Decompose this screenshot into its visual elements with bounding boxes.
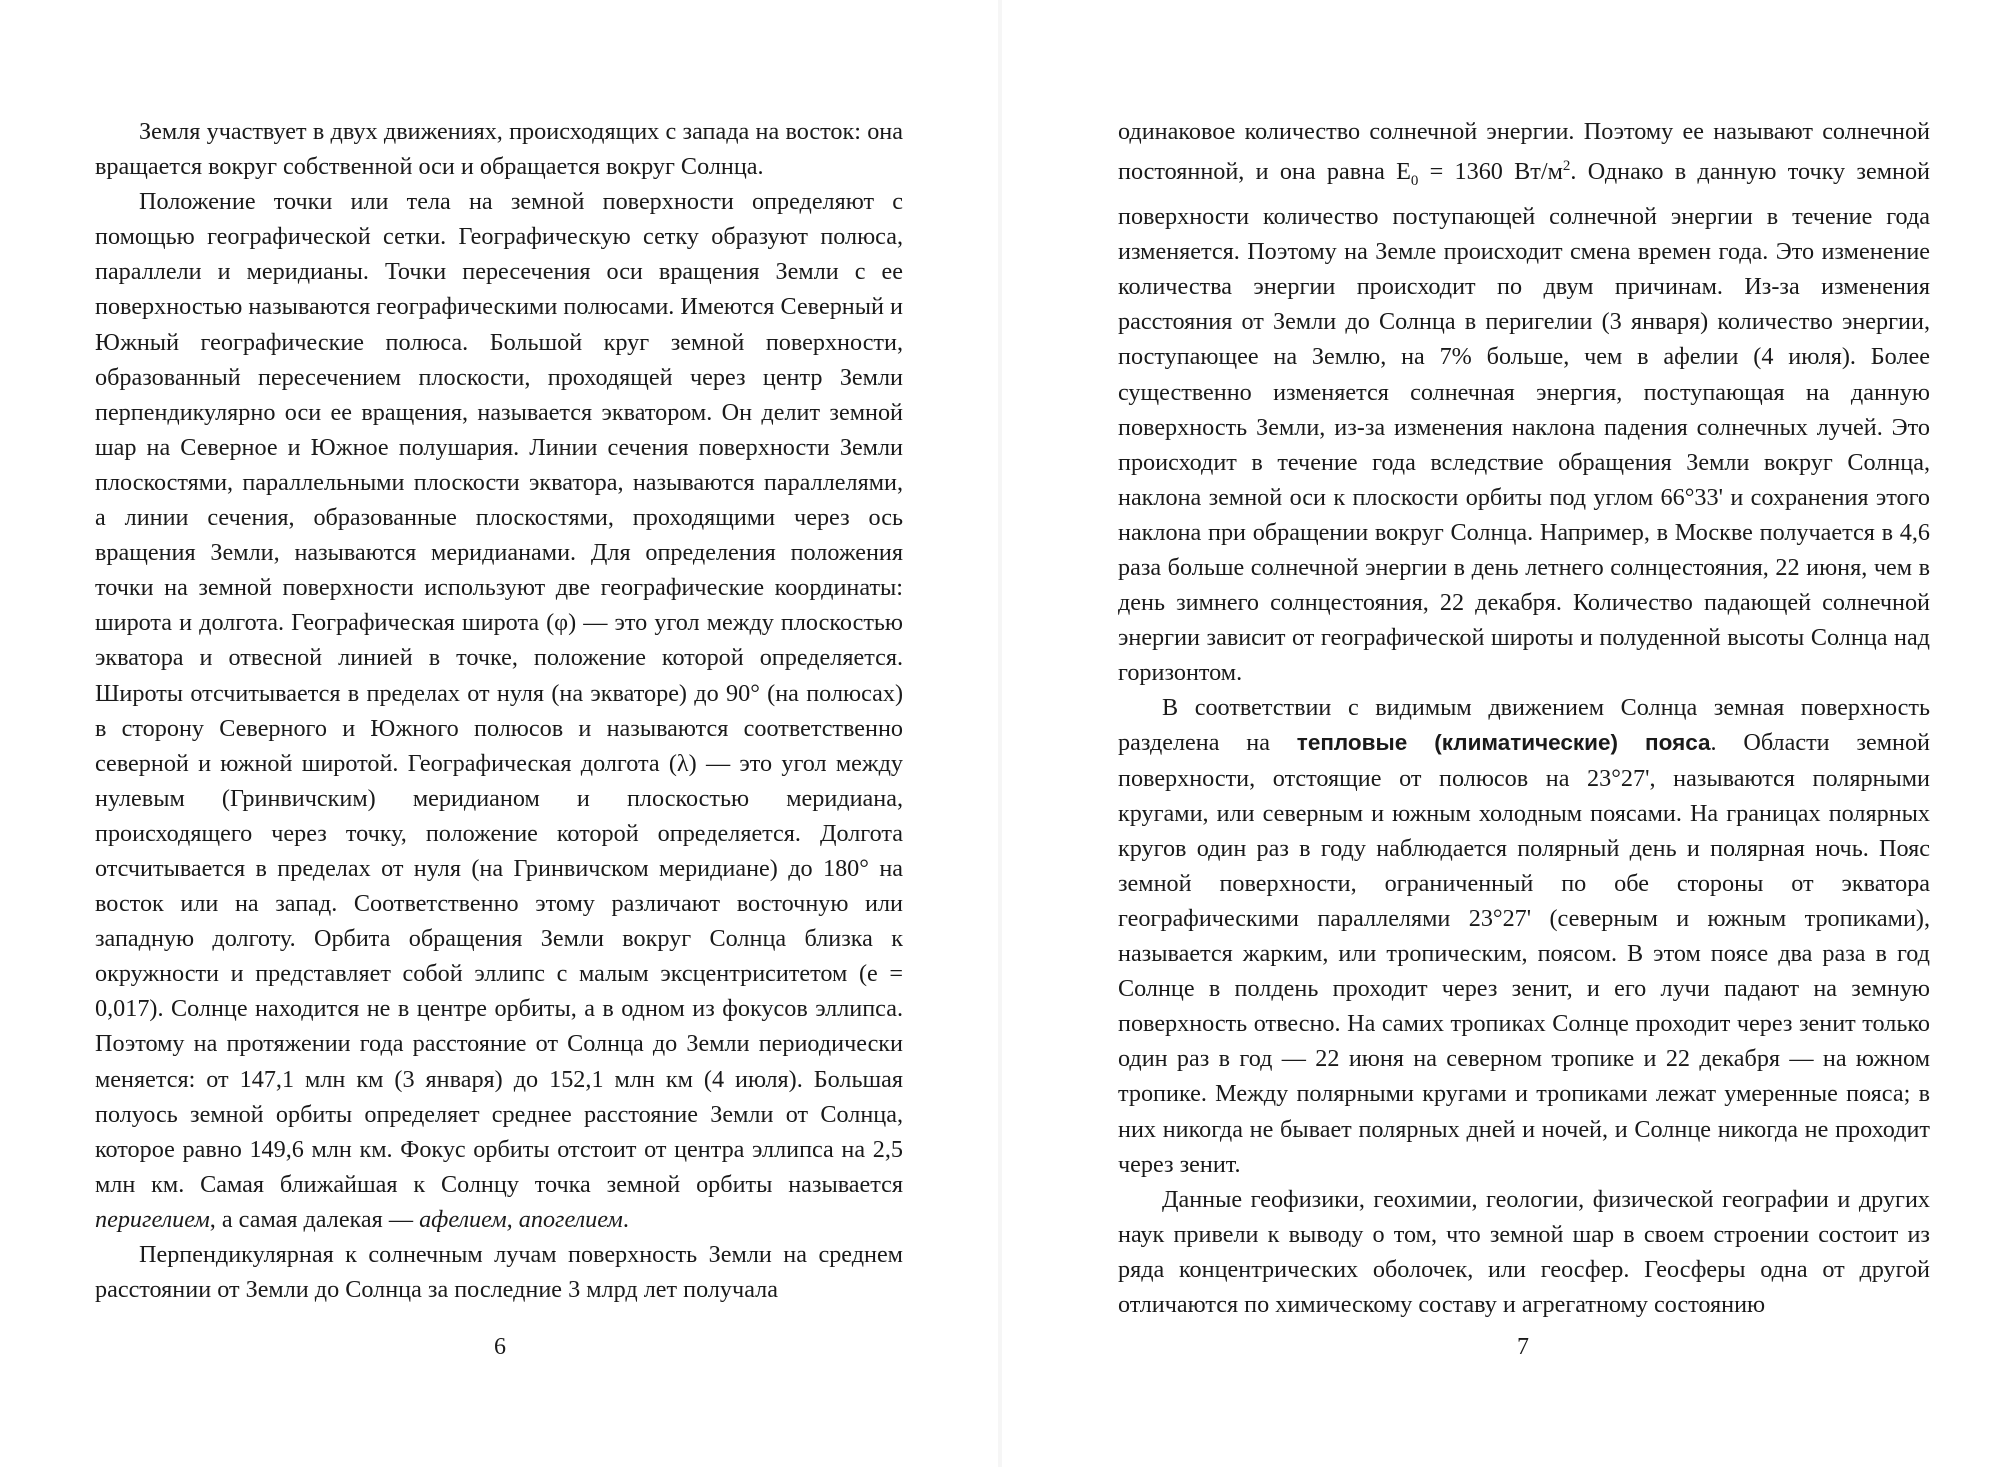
climatic-belts-rest: . Области земной поверхности, отстоящие от полюсов на 23°27', называются полярными кругами, или северным и южным холодным поясами. На границах полярных кругов один раз в году наблюдается полярный день и полярная ночь. Пояс земной поверхности, ограниченный по обе стороны от экватора географическими параллелями 23°27' (северным и южным тропиками), называется жарким, или тропическим, поясом. В этом поясе два раза в год Солнце в полдень проходит через зенит, и его лучи падают на земную поверхность отвесно. На самих тропиках Солнце проходит через зенит только один раз в год — 22 июня на северном тропике и 22 декабря — на южном тропике. Между полярными кругами и тропиками лежат умеренные пояса; в них никогда не бывает полярных дней и ночей, и Солнце никогда не проходит через зенит. (1118, 729, 1930, 1178)
solar-constant-value: = 1360 Вт/м (1418, 158, 1563, 186)
paragraph-geographic-grid (95, 184, 903, 1237)
superscript-two: 2 (1562, 158, 1571, 175)
term-perihelion: перигелием (95, 1205, 210, 1233)
left-page-text (95, 114, 903, 1307)
paragraph-solar-energy-start: Перпендикулярная к солнечным лучам поверхность Земли на среднем расстоянии от Земли до Солнца за последние 3 млрд лет получала (95, 1241, 903, 1304)
paragraph-solar-constant (1118, 114, 1930, 690)
solar-constant-rest: . Однако в данную точку земной поверхности количество поступающей солнечной энергии в течение года изменяется. Поэтому на Земле происходит смена времен года. Это изменение количества энергии происходит по двум причинам. Из-за изменения расстояния от Земли до Солнца в перигелии (3 января) количество энергии, поступающее на Землю, на 7% больше, чем в афелии (4 июля). Более существенно изменяется солнечная энергия, поступающая на данную поверхность Земли, из-за изменения наклона падения солнечных лучей. Это происходит в течение года вследствие обращения Земли вокруг Солнца, наклона земной оси к плоскости орбиты под углом 66°33' и сохранения этого наклона при обращении вокруг Солнца. Например, в Москве получается в 4,6 раза больше солнечной энергии в день летнего солнцестояния, 22 июня, чем в день зимнего солнцестояния, 22 декабря. Количество падающей солнечной энергии зависит от географической широты и полуденной высоты Солнца над горизонтом. (1118, 158, 1930, 687)
page-number-right: 7 (1517, 1334, 1529, 1360)
right-page-text (1118, 114, 1930, 1322)
climatic-belts-start: В соответствии с видимым движением Солнца земная поверхность разделена на (1118, 694, 1930, 757)
page-number-left: 6 (494, 1334, 506, 1360)
subscript-zero: 0 (1410, 172, 1419, 189)
term-thermal-belts: тепловые (климатические) пояса (1296, 730, 1711, 756)
term-aphelion: афелием, апогелием (419, 1205, 623, 1233)
text-mid: , а самая далекая — (209, 1205, 420, 1233)
solar-constant-start: одинаковое количество солнечной энергии. Поэтому ее называют солнечной постоянной, и она равна E (1118, 118, 1930, 186)
paragraph-earth-motion: Земля участвует в двух движениях, происходящих с запада на восток: она вращается вокруг собственной оси и обращается вокруг Солнца. (95, 118, 903, 181)
geographic-grid-text: Положение точки или тела на земной поверхности определяют с помощью географической сетки. Географическую сетку образуют полюса, параллели и меридианы. Точки пересечения оси вращения Земли с ее поверхностью называются географическими полюсами. Имеются Северный и Южный географические полюса. Большой круг земной поверхности, образованный пересечением плоскости, проходящей через центр Земли перпендикулярно оси ее вращения, называется экватором. Он делит земной шар на Северное и Южное полушария. Линии сечения поверхности Земли плоскостями, параллельными плоскости экватора, называются параллелями, а линии сечения, образованные плоскостями, проходящими через ось вращения Земли, называются меридианами. Для определения положения точки на земной поверхности используют две географические координаты: широта и долгота. Географическая широта (φ) — это угол между плоскостью экватора и отвесной линией в точке, положение которой определяется. Широты отсчитывается в пределах от нуля (на экваторе) до 90° (на полюсах) в сторону Северного и Южного полюсов и называются соответственно северной и южной широтой. Географическая долгота (λ) — это угол между нулевым (Гринвичским) меридианом и плоскостью меридиана, происходящего через точку, положение которой определяется. Долгота отсчитывается в пределах от нуля (на Гринвичском меридиане) до 180° на восток или на запад. Соответственно этому различают восточную или западную долготу. Орбита обращения Земли вокруг Солнца близка к окружности и представляет собой эллипс с малым эксцентриситетом (е = 0,017). Солнце находится не в центре орбиты, а в одном из фокусов эллипса. Поэтому на протяжении года расстояние от Солнца до Земли периодически меняется: от 147,1 млн км (3 января) до 152,1 млн км (4 июля). Большая полуось земной орбиты определяет среднее расстояние Земли от Солнца, которое равно 149,6 млн км. Фокус орбиты отстоит от центра эллипса на 2,5 млн км. Самая ближайшая к Солнцу точка земной орбиты называется (95, 188, 903, 1198)
paragraph-climatic-belts (1118, 690, 1930, 1181)
paragraph-geospheres: Данные геофизики, геохимии, геологии, физической географии и других наук привели к выводу о том, что земной шар в своем строении состоит из ряда концентрических оболочек, или геосфер. Геосферы одна от другой отличаются по химическому составу и агрегатному состоянию (1118, 1185, 1930, 1318)
text-end: . (622, 1205, 629, 1233)
right-page (1000, 0, 2000, 1467)
